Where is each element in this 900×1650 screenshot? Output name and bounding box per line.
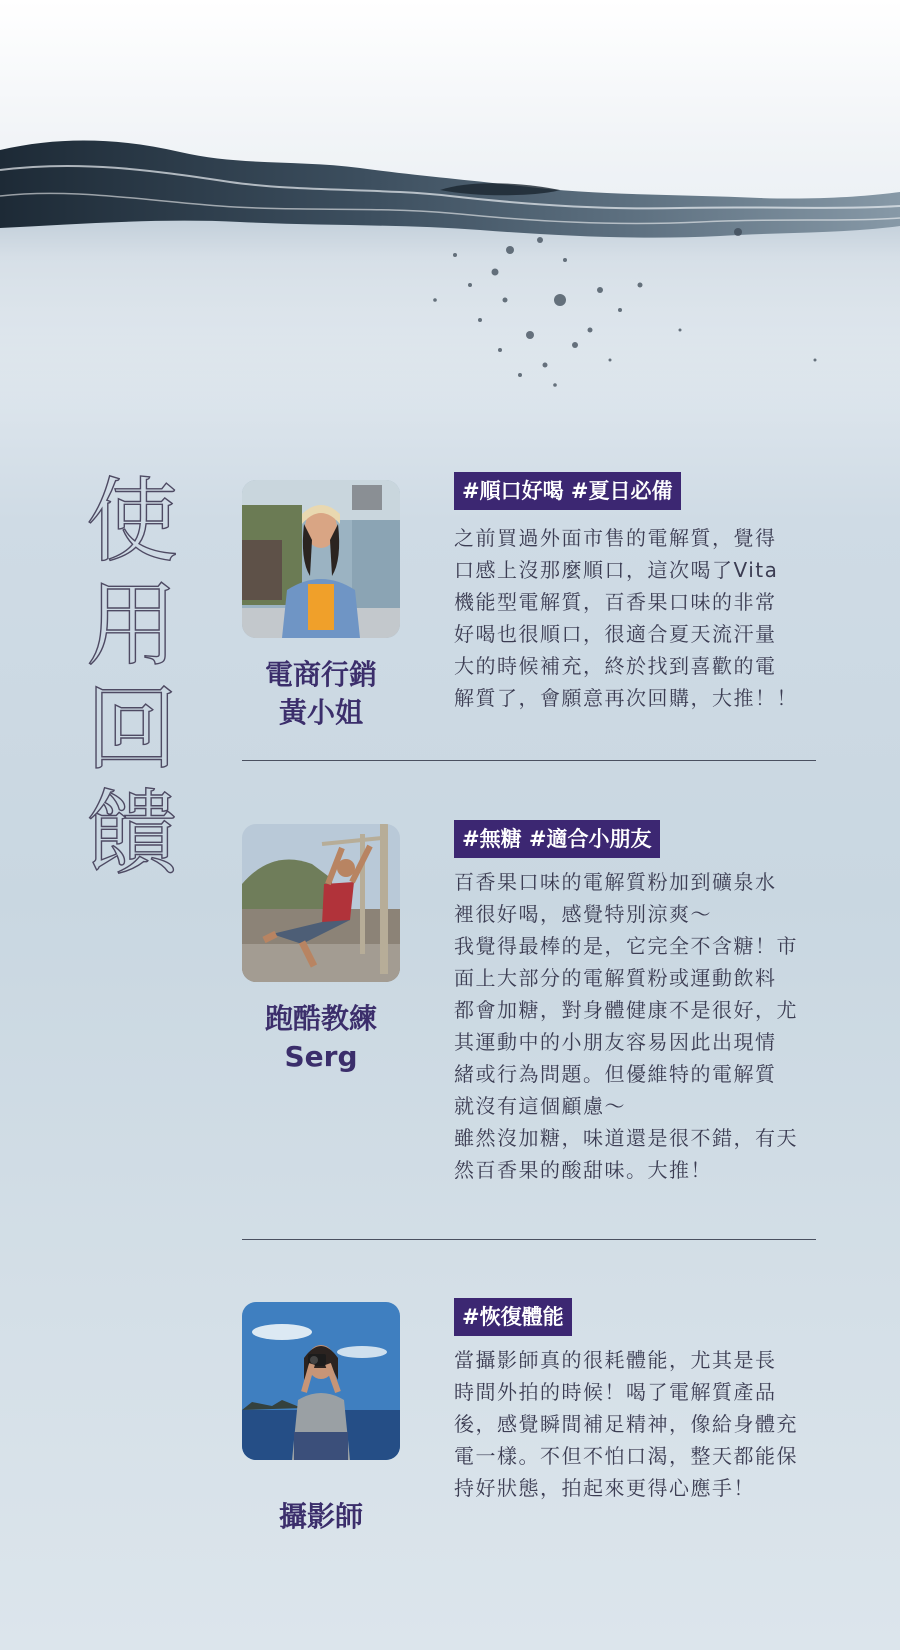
review-line: 百香果口味的電解質粉加到礦泉水	[454, 870, 777, 894]
review-line: 雖然沒加糖，味道還是很不錯，有天	[454, 1126, 798, 1150]
review-line: 機能型電解質，百香果口味的非常	[454, 590, 777, 614]
reviewer-name	[242, 656, 400, 732]
photographer-by-sea-photo	[242, 1302, 400, 1460]
review-line: 後，感覺瞬間補足精神，像給身體充	[454, 1412, 798, 1436]
man-hanging-on-bar-photo	[242, 824, 400, 982]
reviewer-name-line: Serg	[284, 1040, 358, 1073]
reviewer-name-line: 黃小姐	[278, 696, 363, 729]
review-line: 大的時候補充，終於找到喜歡的電	[454, 654, 777, 678]
review-line: 口感上沒那麼順口，這次喝了Vita	[454, 558, 779, 582]
review-line: 其運動中的小朋友容易因此出現情	[454, 1030, 777, 1054]
review-line: 好喝也很順口，很適合夏天流汗量	[454, 622, 777, 646]
review-line: 然百香果的酸甜味。大推！	[454, 1158, 712, 1182]
review-line: 就沒有這個顧慮～	[454, 1094, 626, 1118]
divider	[242, 1239, 816, 1240]
heading-char: 回	[85, 676, 178, 783]
review-line: 都會加糖，對身體健康不是很好，尤	[454, 998, 798, 1022]
review-line: 電一樣。不但不怕口渴，整天都能保	[454, 1444, 798, 1468]
reviewer-name	[242, 1000, 400, 1076]
review-line: 緒或行為問題。但優維特的電解質	[454, 1062, 777, 1086]
review-line: 之前買過外面市售的電解質，覺得	[454, 526, 777, 550]
heading-char: 饋	[85, 780, 178, 887]
review-line: 解質了，會願意再次回購，大推！！	[454, 686, 798, 710]
review-line: 裡很好喝，感覺特別涼爽～	[454, 902, 712, 926]
review-line: 持好狀態，拍起來更得心應手！	[454, 1476, 755, 1500]
review-line: 我覺得最棒的是，它完全不含糖！市	[454, 934, 798, 958]
reviewer-title: 跑酷教練	[264, 1002, 377, 1035]
heading-char: 用	[85, 572, 178, 679]
water-splash-banner	[0, 0, 900, 430]
review-text	[454, 1344, 814, 1504]
woman-in-denim-jacket-photo	[242, 480, 400, 638]
reviewer-name	[242, 1498, 400, 1536]
section-heading	[82, 470, 182, 886]
review-tag: #順口好喝 #夏日必備	[454, 472, 681, 510]
review-text	[454, 522, 814, 714]
review-text	[454, 866, 814, 1186]
review-tag: #恢復體能	[454, 1298, 572, 1336]
review-line: 時間外拍的時候！喝了電解質產品	[454, 1380, 777, 1404]
review-line: 當攝影師真的很耗體能，尤其是長	[454, 1348, 777, 1372]
review-tag: #無糖 #適合小朋友	[454, 820, 660, 858]
reviewer-title: 攝影師	[278, 1500, 363, 1533]
divider	[242, 760, 816, 761]
heading-char: 使	[85, 468, 178, 575]
reviewer-title: 電商行銷	[264, 658, 377, 691]
review-line: 面上大部分的電解質粉或運動飲料	[454, 966, 777, 990]
